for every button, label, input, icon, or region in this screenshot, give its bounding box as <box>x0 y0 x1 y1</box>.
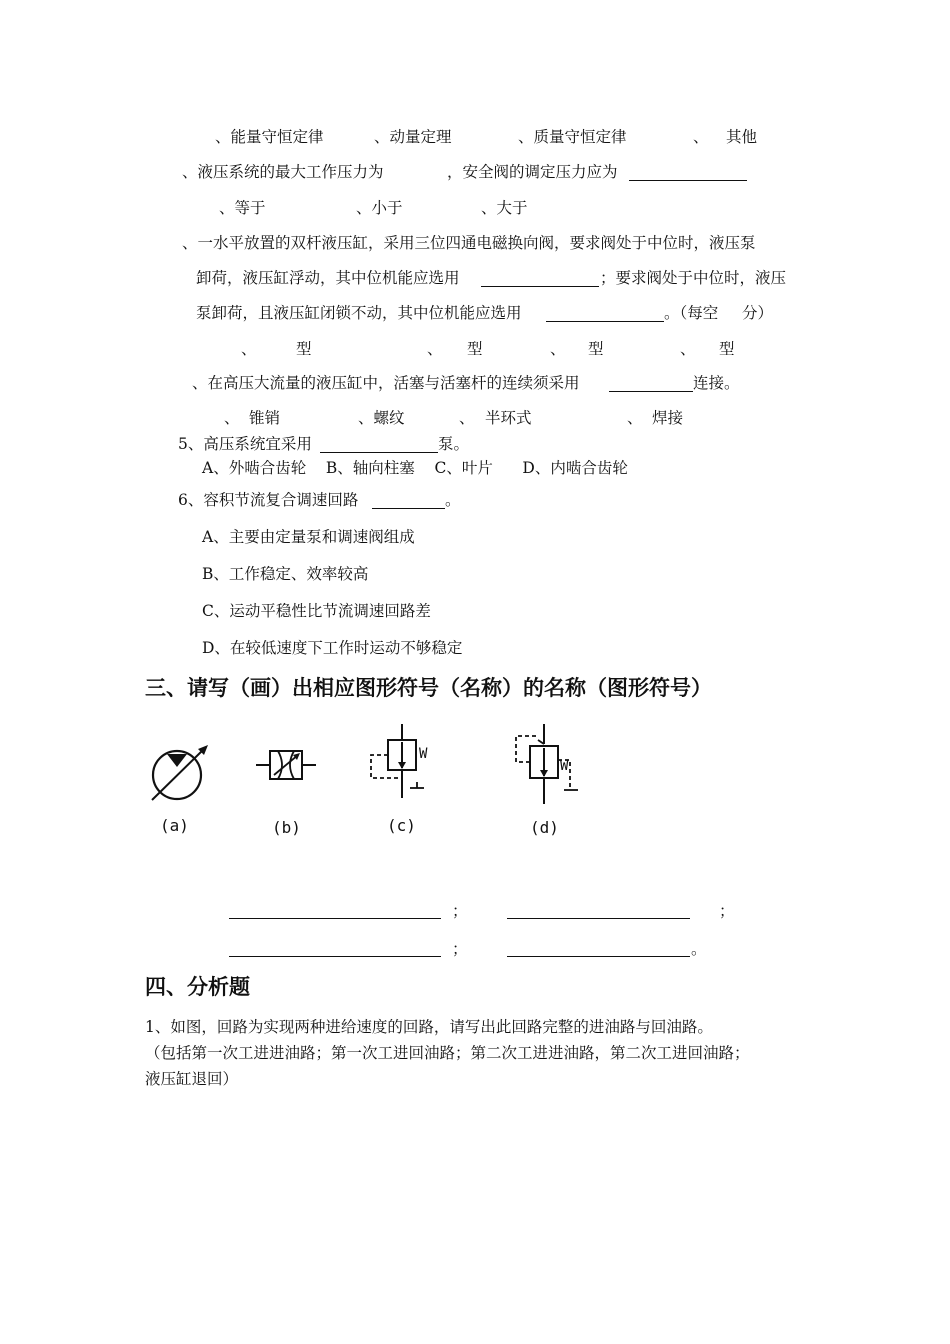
q4-option-a-marker: 、 <box>224 409 240 427</box>
q3-line-3a: 泵卸荷，且液压缸闭锁不动，其中位机能应选用 <box>196 304 522 322</box>
q3-option-d: 型 <box>719 340 735 358</box>
q1-option-d: 其他 <box>726 128 758 146</box>
q3-answer-blank-2[interactable] <box>546 321 664 322</box>
q4-option-c-marker: 、 <box>459 409 475 427</box>
q3-option-d-marker: 、 <box>680 340 696 358</box>
q3-line-2b: ；要求阀处于中位时，液压 <box>600 269 787 287</box>
symbol-answer-blank-d[interactable] <box>507 956 690 957</box>
q5-stem-b: 泵。 <box>438 435 470 453</box>
q4-option-d: 焊接 <box>652 409 684 427</box>
q2-option-b: 、小于 <box>356 199 403 217</box>
q3-answer-blank-1[interactable] <box>481 286 599 287</box>
symbol-label-a: (a) <box>160 816 189 835</box>
symbol-answer-sep-3: ； <box>452 940 468 958</box>
q4-option-c: 半环式 <box>485 409 532 427</box>
q2-option-a: 、等于 <box>219 199 266 217</box>
symbol-answer-blank-c[interactable] <box>229 956 441 957</box>
q4-option-a: 锥销 <box>249 409 281 427</box>
pressure-valve-symbol-icon <box>366 724 436 802</box>
q4-stem-a: 、在高压大流量的液压缸中，活塞与活塞杆的连续须采用 <box>192 374 580 392</box>
variable-pump-symbol-icon <box>145 740 215 805</box>
q4-stem-b: 连接。 <box>693 374 740 392</box>
spring-label-c: W <box>419 746 428 762</box>
symbol-answer-sep-2: ； <box>719 902 735 920</box>
q1-option-a: 、能量守恒定律 <box>215 128 324 146</box>
symbol-answer-sep-1: ； <box>452 902 468 920</box>
q6-option-a: A、主要由定量泵和调速阀组成 <box>202 528 415 546</box>
analysis-question-1-line-1: 1、如图，回路为实现两种进给速度的回路，请写出此回路完整的进油路与回油路。 <box>145 1018 713 1036</box>
q3-option-a-marker: 、 <box>241 340 257 358</box>
q3-line-3c: 分） <box>742 304 774 322</box>
q6-stem-b: 。 <box>445 491 461 509</box>
q3-option-a: 型 <box>296 340 312 358</box>
reducing-valve-symbol-icon <box>510 724 590 808</box>
q2-answer-blank[interactable] <box>629 180 747 181</box>
section-3-heading: 三、请写（画）出相应图形符号（名称）的名称（图形符号） <box>145 676 712 700</box>
q5-options: A、外啮合齿轮 B、轴向柱塞 C、叶片 D、内啮合齿轮 <box>202 459 628 477</box>
q3-line-2a: 卸荷，液压缸浮动，其中位机能应选用 <box>196 269 460 287</box>
q3-line-1: 、一水平放置的双杆液压缸，采用三位四通电磁换向阀，要求阀处于中位时，液压泵 <box>182 234 756 252</box>
q2-option-c: 、大于 <box>481 199 528 217</box>
q3-line-3b: 。（每空 <box>664 304 719 322</box>
q2-stem-b: ，安全阀的调定压力应为 <box>447 163 618 181</box>
symbol-label-b: (b) <box>272 818 301 837</box>
q3-option-c: 型 <box>588 340 604 358</box>
symbol-answer-blank-a[interactable] <box>229 918 441 919</box>
q6-option-c: C、运动平稳性比节流调速回路差 <box>202 602 431 620</box>
q6-option-b: B、工作稳定、效率较高 <box>202 565 369 583</box>
q1-option-b: 、动量定理 <box>374 128 452 146</box>
symbol-label-d: (d) <box>530 818 559 837</box>
section-4-heading: 四、分析题 <box>145 975 250 999</box>
q1-option-d-marker: 、 <box>693 128 709 146</box>
q3-option-b-marker: 、 <box>427 340 443 358</box>
analysis-question-1-line-2: （包括第一次工进进油路；第一次工进回油路；第二次工进进油路，第二次工进回油路； <box>145 1044 750 1062</box>
q6-stem-a: 6、容积节流复合调速回路 <box>178 491 359 509</box>
throttle-valve-symbol-icon <box>254 745 318 785</box>
q4-option-b: 、螺纹 <box>358 409 405 427</box>
q5-stem-a: 5、高压系统宜采用 <box>178 435 312 453</box>
q3-option-b: 型 <box>467 340 483 358</box>
q2-stem-a: 、液压系统的最大工作压力为 <box>182 163 384 181</box>
q5-answer-blank[interactable] <box>320 452 438 453</box>
symbol-label-c: (c) <box>387 816 416 835</box>
q1-option-c: 、质量守恒定律 <box>518 128 627 146</box>
spring-label-d: W <box>560 758 569 774</box>
q3-option-c-marker: 、 <box>550 340 566 358</box>
q4-answer-blank[interactable] <box>609 391 693 392</box>
symbol-answer-end: 。 <box>691 940 707 958</box>
symbol-answer-blank-b[interactable] <box>507 918 690 919</box>
analysis-question-1-line-3: 液压缸退回） <box>145 1070 239 1088</box>
q6-answer-blank[interactable] <box>372 508 445 509</box>
q4-option-d-marker: 、 <box>627 409 643 427</box>
q6-option-d: D、在较低速度下工作时运动不够稳定 <box>202 639 463 657</box>
